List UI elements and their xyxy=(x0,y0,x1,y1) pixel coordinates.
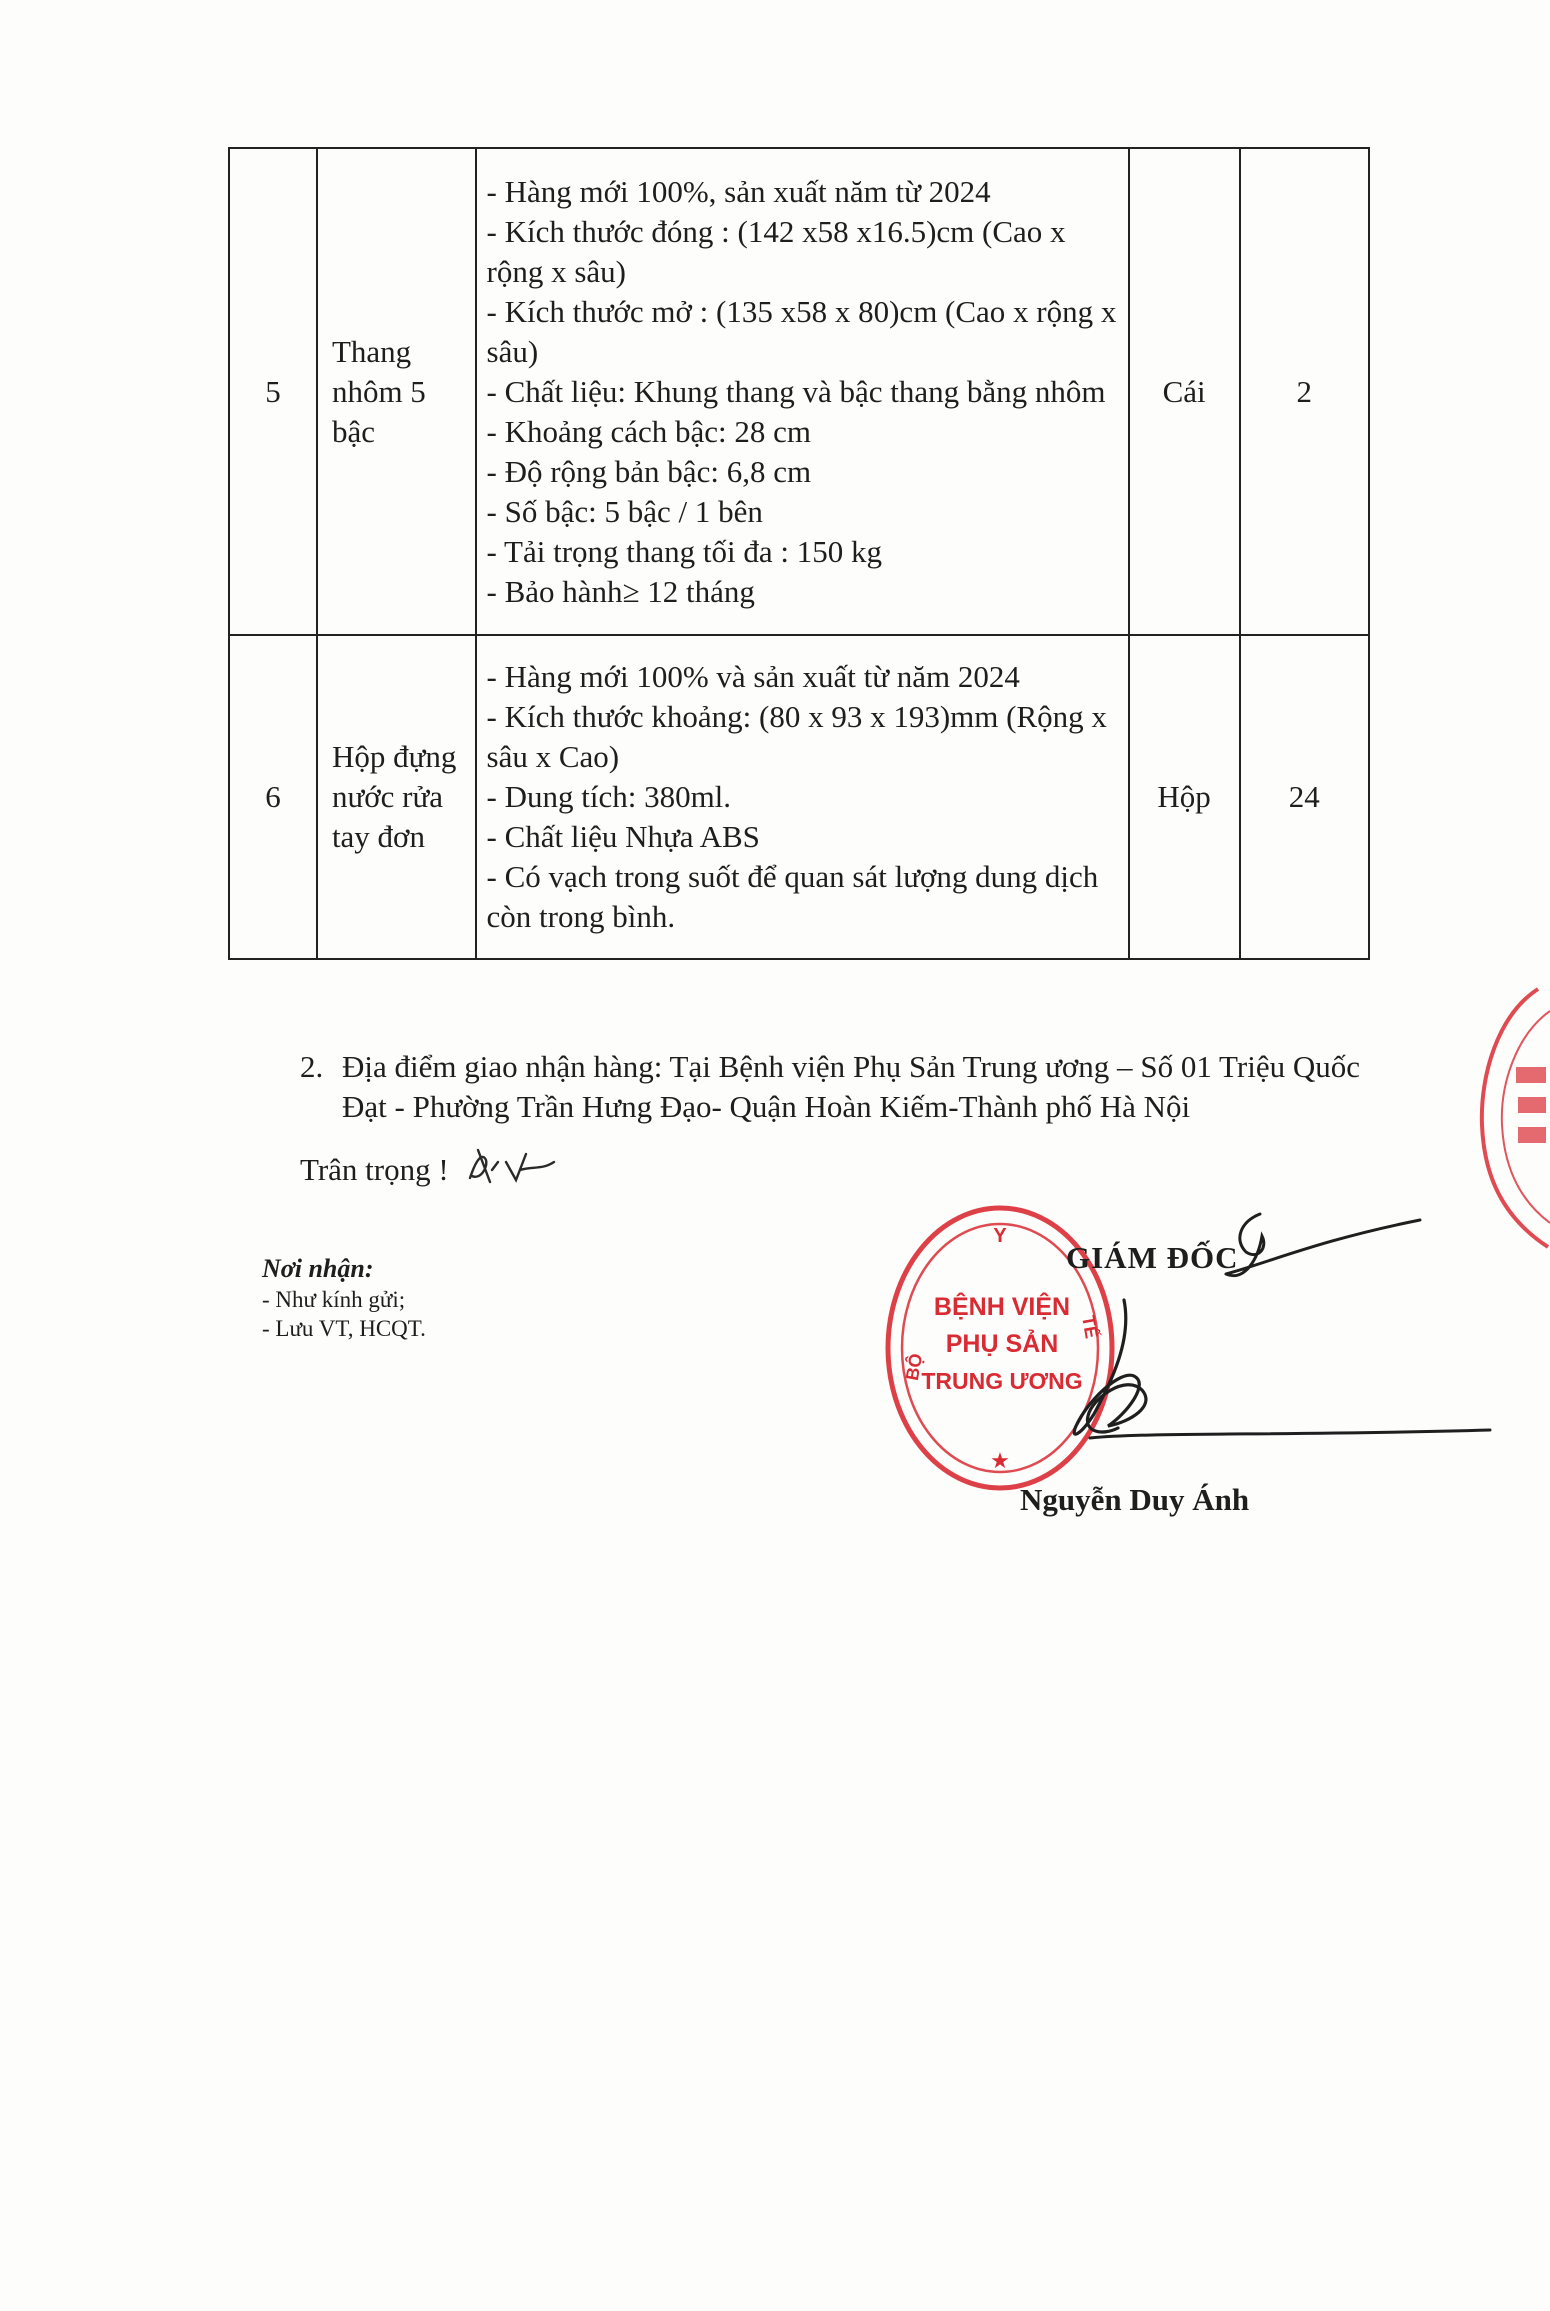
recipients-block xyxy=(262,1254,426,1343)
seal-line-2: PHỤ SẢN xyxy=(945,1330,1059,1358)
list-number: 2. xyxy=(300,1049,324,1084)
description-line: - Dung tích: 380ml. xyxy=(486,779,732,814)
delivery-location-text: Địa điểm giao nhận hàng: Tại Bệnh viện Phụ Sản Trung ương – Số 01 Triệu Quốc Đạt - Phường Trần Hưng Đạo- Quận Hoàn Kiếm-Thành phố Hà Nội xyxy=(342,1049,1360,1124)
row-number-cell: 6 xyxy=(229,635,317,959)
description-line: - Số bậc: 5 bậc / 1 bên xyxy=(486,493,763,529)
seal-star-icon: ★ xyxy=(990,1449,1010,1474)
item-description-cell xyxy=(476,635,1129,959)
recipient-item: - Như kính gửi; xyxy=(262,1287,406,1312)
description-line: - Chất liệu Nhựa ABS xyxy=(486,819,760,854)
table-row xyxy=(229,635,1369,959)
description-line: - Hàng mới 100% và sản xuất từ năm 2024 xyxy=(486,659,1020,694)
quantity-cell: 24 xyxy=(1240,635,1369,959)
unit-cell: Cái xyxy=(1129,148,1240,635)
description-line: - Khoảng cách bậc: 28 cm xyxy=(486,413,812,449)
spec-table xyxy=(228,147,1370,960)
description-line: - Hàng mới 100%, sản xuất năm từ 2024 xyxy=(486,173,991,209)
row-number-cell: 5 xyxy=(229,148,317,635)
description-line: - Bảo hành≥ 12 tháng xyxy=(486,573,755,609)
signature-title: GIÁM ĐỐC xyxy=(1066,1240,1239,1275)
recipient-item: - Lưu VT, HCQT. xyxy=(262,1316,426,1341)
seal-line-1: BỆNH VIỆN xyxy=(933,1293,1071,1321)
seal-top-letter: Y xyxy=(993,1225,1007,1247)
closing-text: Trân trọng ! xyxy=(300,1152,449,1187)
handwritten-signature xyxy=(1030,1200,1500,1480)
table-row xyxy=(229,148,1369,635)
description-line: - Chất liệu: Khung thang và bậc thang bằng nhôm xyxy=(486,373,1106,409)
description-line: - Kích thước mở : (135 x58 x 80)cm (Cao x rộng x sâu) xyxy=(486,293,1117,369)
delivery-location-paragraph xyxy=(300,1047,1360,1127)
item-description-cell xyxy=(476,148,1129,635)
seal-line-3: TRUNG ƯƠNG xyxy=(921,1368,1083,1394)
quantity-cell: 2 xyxy=(1240,148,1369,635)
item-name-cell: Hộp đựng nước rửa tay đơn xyxy=(317,635,476,959)
handwritten-initials xyxy=(462,1140,562,1190)
partial-seal-edge xyxy=(1468,985,1550,1255)
item-name-cell: Thang nhôm 5 bậc xyxy=(317,148,476,635)
description-line: - Kích thước khoảng: (80 x 93 x 193)mm (Rộng x sâu x Cao) xyxy=(486,699,1107,774)
recipients-title: Nơi nhận: xyxy=(262,1254,374,1283)
description-line: - Tải trọng thang tối đa : 150 kg xyxy=(486,533,882,569)
unit-cell: Hộp xyxy=(1129,635,1240,959)
description-line: - Có vạch trong suốt để quan sát lượng dung dịch còn trong bình. xyxy=(486,859,1099,934)
description-line: - Độ rộng bản bậc: 6,8 cm xyxy=(486,453,812,489)
seal-left-letters: BỘ xyxy=(901,1351,927,1382)
description-line: - Kích thước đóng : (142 x58 x16.5)cm (Cao x rộng x sâu) xyxy=(486,213,1066,289)
seal-right-letters: TẾ xyxy=(1078,1313,1102,1341)
signatory-name: Nguyễn Duy Ánh xyxy=(1020,1482,1250,1517)
